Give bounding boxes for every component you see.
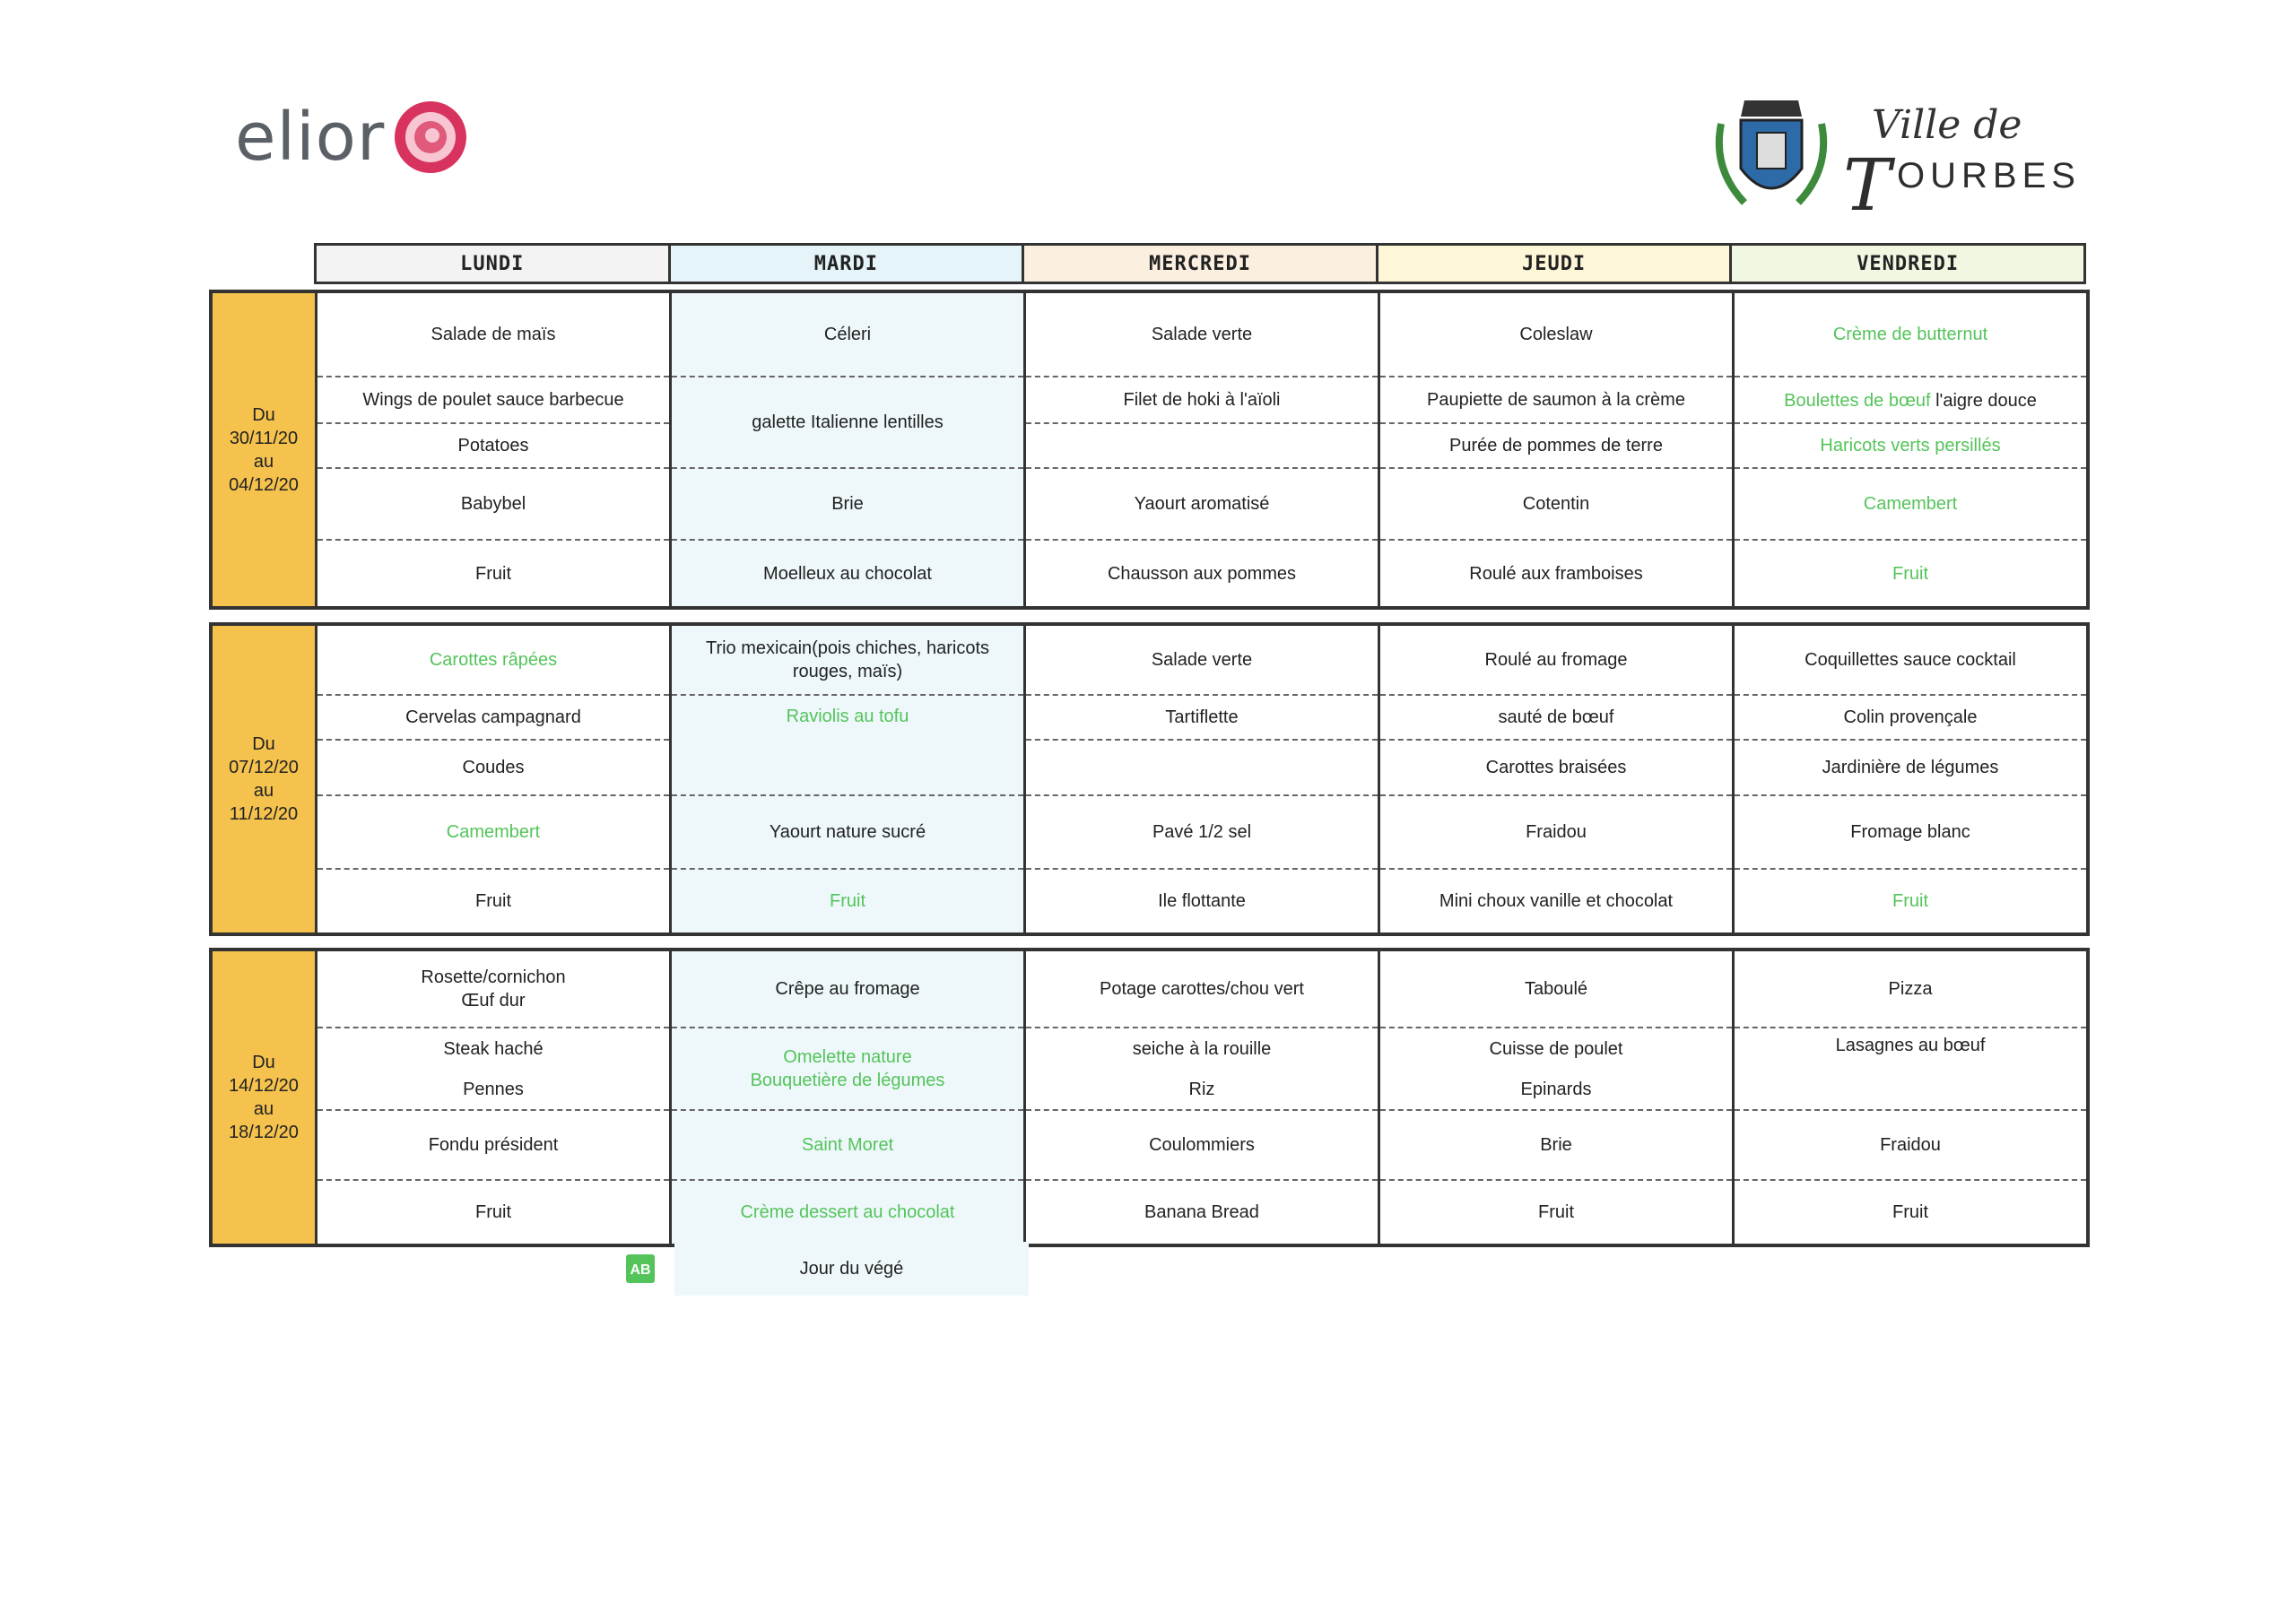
- dessert: Ile flottante: [1158, 891, 1246, 911]
- plat: galette Italienne lentilles: [672, 377, 1023, 469]
- week-au: au: [253, 451, 274, 472]
- fromage: Brie: [672, 469, 1023, 541]
- plat: [1026, 1028, 1378, 1111]
- dessert: Fruit: [1892, 891, 1928, 911]
- accompagnement: Pennes: [463, 1079, 524, 1099]
- plat-line-1: Omelette nature: [783, 1047, 912, 1067]
- ville-de-tourbes-logo: [1709, 97, 2085, 227]
- entree: Salade verte: [1026, 293, 1378, 377]
- entree: Coleslaw: [1380, 293, 1732, 377]
- week-1-jeudi: [1380, 293, 1735, 606]
- entree: Pizza: [1735, 951, 2086, 1028]
- plat: Lasagnes au bœuf: [1735, 1028, 2086, 1111]
- accompagnement: Purée de pommes de terre: [1380, 424, 1732, 469]
- week-from: 14/12/20: [229, 1076, 299, 1096]
- entree: Coquillettes sauce cocktail: [1735, 626, 2086, 696]
- entree: Roulé au fromage: [1380, 626, 1732, 696]
- week-au: au: [253, 1099, 274, 1119]
- dessert: Crème dessert au chocolat: [740, 1202, 955, 1222]
- week-du: Du: [252, 1053, 275, 1072]
- entree: [317, 951, 669, 1028]
- dessert: Fruit: [475, 563, 511, 584]
- plat: sauté de bœuf: [1380, 696, 1732, 741]
- accompagnement: Carottes braisées: [1380, 741, 1732, 796]
- plat: Paupiette de saumon à la crème: [1380, 377, 1732, 424]
- header-vendredi: VENDREDI: [1732, 243, 2086, 284]
- plat: Wings de poulet sauce barbecue: [317, 377, 669, 424]
- week-from: 30/11/20: [229, 428, 299, 448]
- accompagnement: Haricots verts persillés: [1735, 424, 2086, 469]
- week-to: 04/12/20: [229, 474, 299, 495]
- entree: Céleri: [672, 293, 1023, 377]
- fromage: Yaourt aromatisé: [1026, 469, 1378, 541]
- plat-line-2: Bouquetière de légumes: [750, 1071, 945, 1090]
- fromage: Fromage blanc: [1735, 796, 2086, 870]
- plat: Filet de hoki à l'aïoli: [1026, 377, 1378, 424]
- fromage: Pavé 1/2 sel: [1026, 796, 1378, 870]
- fromage: Yaourt nature sucré: [672, 796, 1023, 870]
- fromage: Camembert: [1735, 469, 2086, 541]
- fromage: Babybel: [317, 469, 669, 541]
- week-2-lundi: [317, 626, 672, 932]
- header-mardi: MARDI: [671, 243, 1025, 284]
- week-du: Du: [252, 734, 275, 754]
- plat-green-part: Boulettes de bœuf: [1784, 391, 1931, 411]
- fromage: Coulommiers: [1026, 1111, 1378, 1181]
- entree: Crème de butternut: [1735, 293, 2086, 377]
- week-1-vendredi: [1735, 293, 2086, 606]
- week-3-vendredi: [1735, 951, 2086, 1244]
- week-3: [209, 948, 2090, 1247]
- week-3-lundi: [317, 951, 672, 1244]
- entree: Potage carottes/chou vert: [1026, 951, 1378, 1028]
- fromage: Fraidou: [1380, 796, 1732, 870]
- week-3-label: [213, 951, 317, 1244]
- plat: seiche à la rouille: [1132, 1038, 1272, 1059]
- week-1-lundi: [317, 293, 672, 606]
- dessert: Moelleux au chocolat: [763, 563, 932, 584]
- entree: Crêpe au fromage: [672, 951, 1023, 1028]
- header-mercredi: MERCREDI: [1024, 243, 1378, 284]
- plat: Raviolis au tofu: [672, 696, 1023, 796]
- week-1: [209, 290, 2090, 610]
- week-3-mercredi: [1026, 951, 1380, 1244]
- header-jeudi: JEUDI: [1378, 243, 1733, 284]
- dessert: Fruit: [830, 891, 865, 911]
- week-2: [209, 622, 2090, 936]
- elior-logo: [235, 97, 471, 178]
- accompagnement: [1026, 741, 1378, 796]
- fromage: Saint Moret: [672, 1111, 1023, 1181]
- fromage: Fraidou: [1735, 1111, 2086, 1181]
- week-1-label: [213, 293, 317, 606]
- week-1-mercredi: [1026, 293, 1380, 606]
- dessert: Chausson aux pommes: [1107, 563, 1297, 584]
- entree: Salade de maïs: [317, 293, 669, 377]
- tourbes-name: OURBES: [1897, 156, 2081, 195]
- plat-rest: l'aigre douce: [1930, 391, 2037, 411]
- elior-rose-icon: [390, 97, 471, 178]
- week-from: 07/12/20: [229, 758, 299, 777]
- week-2-mercredi: [1026, 626, 1380, 932]
- dessert: Fruit: [1892, 1202, 1928, 1222]
- fromage: Camembert: [317, 796, 669, 870]
- week-2-mardi: [672, 626, 1026, 932]
- accompagnement: Jardinière de légumes: [1735, 741, 2086, 796]
- plat: [317, 1028, 669, 1111]
- week-to: 11/12/20: [229, 804, 299, 824]
- accompagnement: Coudes: [317, 741, 669, 796]
- week-2-label: [213, 626, 317, 932]
- elior-wordmark: elior: [235, 99, 386, 176]
- ab-bio-icon: [625, 1253, 656, 1284]
- plat: Cuisse de poulet: [1489, 1038, 1623, 1059]
- ab-bio-label: AB: [630, 1262, 651, 1278]
- accompagnement: Epinards: [1520, 1079, 1592, 1099]
- entree: Carottes râpées: [317, 626, 669, 696]
- week-du: Du: [252, 404, 275, 425]
- entree: Trio mexicain(pois chiches, haricots rouges, maïs): [672, 626, 1023, 696]
- dessert: Fruit: [1892, 563, 1928, 584]
- entree-line-2: Œuf dur: [461, 991, 526, 1010]
- coat-of-arms-icon: [1709, 97, 1834, 222]
- plat: Cervelas campagnard: [317, 696, 669, 741]
- entree: Salade verte: [1026, 626, 1378, 696]
- plat: Colin provençale: [1735, 696, 2086, 741]
- plat: [672, 1028, 1023, 1111]
- plat: [1735, 377, 2086, 424]
- day-headers: [314, 243, 2086, 284]
- week-au: au: [253, 781, 274, 801]
- entree-line-1: Rosette/cornichon: [421, 967, 566, 987]
- accompagnement: Riz: [1188, 1079, 1215, 1099]
- fromage: Cotentin: [1380, 469, 1732, 541]
- week-2-jeudi: [1380, 626, 1735, 932]
- dessert: Fruit: [1538, 1202, 1574, 1222]
- dessert: Roulé aux framboises: [1469, 563, 1643, 584]
- plat: [1380, 1028, 1732, 1111]
- fromage: Fondu président: [317, 1111, 669, 1181]
- vege-day-legend: Jour du végé: [674, 1242, 1029, 1296]
- dessert: Fruit: [475, 1202, 511, 1222]
- accompagnement: Potatoes: [317, 424, 669, 469]
- dessert: Mini choux vanille et chocolat: [1439, 891, 1674, 911]
- accompagnement: [1026, 424, 1378, 469]
- plat: Steak haché: [443, 1038, 544, 1059]
- week-1-mardi: [672, 293, 1026, 606]
- tourbes-initial: T: [1843, 143, 1892, 227]
- week-3-mardi: [672, 951, 1026, 1244]
- entree: Taboulé: [1380, 951, 1732, 1028]
- week-2-vendredi: [1735, 626, 2086, 932]
- header-lundi: LUNDI: [314, 243, 671, 284]
- week-3-jeudi: [1380, 951, 1735, 1244]
- plat: Tartiflette: [1026, 696, 1378, 741]
- week-to: 18/12/20: [229, 1123, 299, 1142]
- dessert: Banana Bread: [1144, 1202, 1259, 1222]
- ville-de-script: Ville de: [1872, 102, 2022, 148]
- fromage: Brie: [1380, 1111, 1732, 1181]
- dessert: Fruit: [475, 891, 511, 911]
